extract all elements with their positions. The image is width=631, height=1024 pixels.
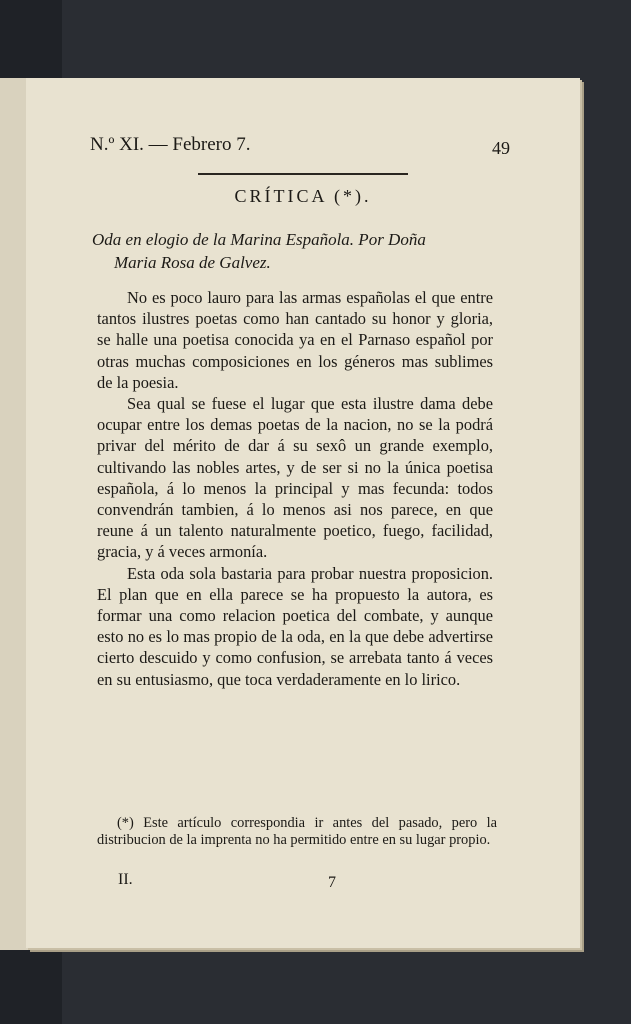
footnote-mark: (*) [117,815,134,831]
footnote-text: Este artículo correspondia ir antes del pasado, pero la distribucion de la imprenta no ha permitido entre en su lugar propio. [97,815,497,848]
section-title: CRÍTICA (*). [234,186,372,206]
paragraph: Esta oda sola bastaria para probar nuestra proposicion. El plan que en ella parece se ha propuesto la autora, es formar una como relacion poetica del combate, y aunque esto no es lo mas propio de la oda, en la que debe advertirse cierto descuido y como confusion, se arrebata tanto á veces en su entusiasmo, que toca verdaderamente en lo lirico. [97,563,493,689]
book-page [26,78,580,948]
subtitle-line-1: Oda en elogio de la Marina Española. Por Doña [92,230,426,249]
page-number: 49 [492,138,510,158]
issue-date: N.º XI. — Febrero 7. [90,134,251,155]
footnote [97,815,497,849]
paragraph: Sea qual se fuese el lugar que esta ilustre dama debe ocupar entre los demas poetas de la nacion, no se la podrá privar del mérito de dar á su sexô un grande exemplo, cultivando las nobles artes, y de ser si no la única poetisa española, á lo menos la principal y mas fecunda: todos convendrán tambien, á lo menos asi nos parece, en que reune á un talento naturalmente poetico, fuego, facilidad, gracia, y á veces armonía. [97,394,493,562]
catchword: 7 [328,874,336,891]
paragraph: No es poco lauro para las armas españolas el que entre tantos ilustres poetas como han cantado su honor y gloria, se halle una poetisa conocida ya en el Parnaso español por otras muchas composiciones en los géneros mas sublimes de la poesia. [97,288,493,392]
article-subtitle [92,228,512,274]
title-rule [198,173,408,175]
signature-mark: II. [118,871,133,888]
subtitle-line-2: Maria Rosa de Galvez. [114,253,271,272]
article-body [97,287,493,690]
running-header [90,134,510,164]
